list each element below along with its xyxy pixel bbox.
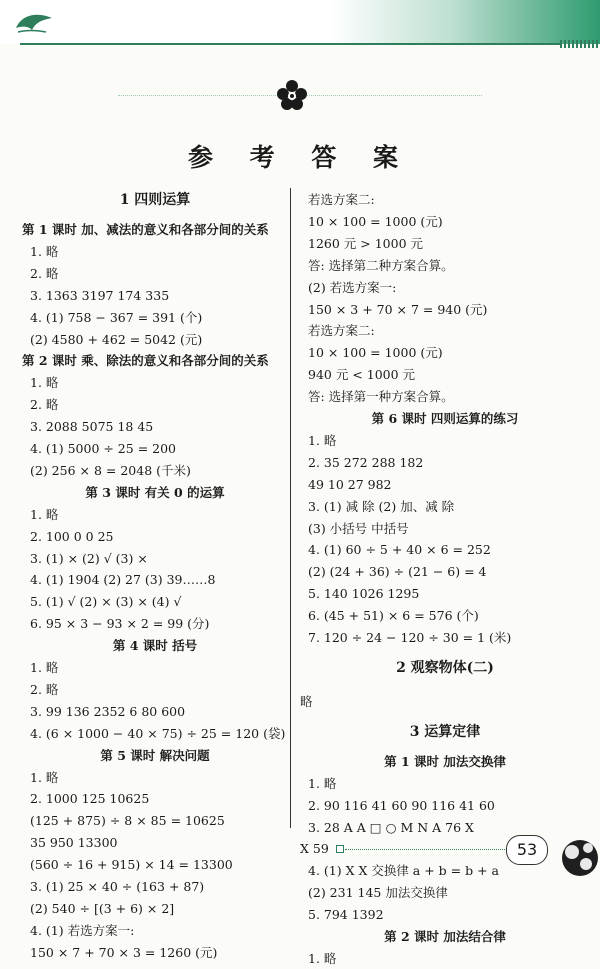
answer-line: 3. (1) 减 除 (2) 加、减 除	[308, 498, 455, 514]
answer-line: (2) 231 145 加法交换律	[308, 885, 448, 901]
answer-line: 4. (6 × 1000 − 40 × 75) ÷ 25 = 120 (袋)	[30, 725, 286, 741]
corner-flower-icon	[542, 824, 600, 877]
lesson-heading: 第 6 课时 四则运算的练习	[371, 411, 519, 426]
answer-line: 7. 120 ÷ 24 − 120 ÷ 30 = 1 (米)	[308, 630, 512, 645]
answer-line: 5. 140 1026 1295	[308, 586, 420, 602]
answer-line: 1. 略	[308, 950, 337, 966]
answer-line: (2) 540 ÷ [(3 + 6) × 2]	[30, 900, 175, 916]
page-title: 参 考 答 案	[187, 143, 413, 172]
answer-line: 3. 99 136 2352 6 80 600	[30, 703, 186, 719]
answer-line: 2. 35 272 288 182	[308, 454, 424, 470]
answer-line: 5. 794 1392	[308, 907, 384, 923]
answer-line: 35 950 13300	[30, 835, 118, 851]
answer-line: 3. 28 A A □ ○ M N A 76 X	[308, 819, 474, 835]
answer-line: 3. (1) 25 × 40 ÷ (163 + 87)	[30, 879, 205, 894]
answer-line: 3. (1) × (2) √ (3) ×	[30, 550, 148, 566]
answer-line: 6. 95 × 3 − 93 × 2 = 99 (分)	[30, 616, 210, 632]
flower-ornament-icon	[275, 78, 309, 112]
footer-rule	[345, 849, 505, 850]
lesson-heading: 第 2 课时 乘、除法的意义和各部分间的关系	[22, 353, 269, 369]
lesson-heading: 第 3 课时 有关 0 的运算	[85, 484, 225, 500]
page-number: 53	[506, 835, 548, 865]
header-hatch	[560, 40, 600, 48]
answer-line: 2. 90 116 41 60 90 116 41 60	[308, 797, 495, 813]
answer-line: 2. 略	[30, 681, 59, 697]
answer-line: 6. (45 + 51) × 6 = 576 (个)	[308, 608, 479, 624]
column-divider	[290, 188, 291, 828]
answer-line: (125 + 875) ÷ 8 × 85 = 10625	[30, 813, 225, 829]
answer-line: 答: 选择第一种方案合算。	[308, 389, 454, 405]
lesson-heading: 第 1 课时 加法交换律	[384, 753, 506, 769]
answer-line: 10 × 100 = 1000 (元)	[308, 345, 443, 361]
answer-line: 150 × 7 + 70 × 3 = 1260 (元)	[30, 944, 218, 960]
answer-line: 1. 略	[308, 775, 337, 791]
header-rule	[20, 43, 560, 45]
answer-line: 2. 略	[30, 397, 59, 413]
footer-square-icon	[336, 845, 344, 853]
section-heading: 2 观察物体(二)	[396, 659, 494, 676]
section-heading: 1 四则运算	[119, 192, 191, 208]
answer-line: (2) 若选方案一:	[308, 279, 397, 295]
answer-line: 答: 选择第二种方案合算。	[308, 257, 454, 273]
answer-line: 4. (1) 5000 ÷ 25 = 200	[30, 441, 176, 456]
header-band	[0, 0, 600, 44]
answer-line: (3) 小括号 中括号	[308, 520, 409, 536]
answer-line: 3. 1363 3197 174 335	[30, 287, 170, 303]
lesson-heading: 第 4 课时 括号	[112, 638, 198, 654]
lesson-heading: 第 2 课时 加法结合律	[384, 929, 506, 944]
leaf-logo-icon	[12, 8, 56, 34]
answer-line: 1. 略	[30, 660, 59, 675]
answer-line: 若选方案二:	[308, 192, 375, 207]
answer-line: 150 × 3 + 70 × 7 = 940 (元)	[308, 301, 488, 317]
answer-line: 1260 元 > 1000 元	[308, 235, 423, 251]
section-heading: 3 运算定律	[409, 723, 481, 740]
answer-line: 2. 1000 125 10625	[30, 791, 150, 807]
answer-line: 10 × 100 = 1000 (元)	[308, 213, 443, 229]
answer-line: 若选方案二:	[308, 323, 375, 339]
answer-line: (2) 4580 + 462 = 5042 (元)	[30, 331, 203, 347]
answer-line: 4. (1) 758 − 367 = 391 (个)	[30, 309, 203, 325]
lesson-heading: 第 5 课时 解决问题	[100, 747, 210, 763]
answer-line: 1. 略	[308, 432, 337, 448]
answer-line: 4. (1) 1904 (2) 27 (3) 39……8	[30, 572, 216, 588]
answer-line: 4. (1) 若选方案一:	[30, 922, 135, 938]
answer-line: X 59	[300, 841, 329, 857]
answer-line: 1. 略	[30, 506, 59, 522]
answer-line: 2. 100 0 0 25	[30, 528, 114, 544]
answer-line: 1. 略	[30, 243, 59, 259]
answer-line: 3. 2088 5075 18 45	[30, 419, 154, 435]
answer-line: 2. 略	[30, 265, 59, 281]
answer-line: 940 元 < 1000 元	[308, 367, 416, 383]
answer-line: 4. (1) 60 ÷ 5 + 40 × 6 = 252	[308, 542, 491, 558]
answer-line: 49 10 27 982	[308, 476, 392, 492]
answer-line: 5. (1) √ (2) × (3) × (4) √	[30, 594, 182, 610]
answer-line: 略	[300, 693, 313, 709]
answer-line: 1. 略	[30, 769, 59, 785]
answer-line: 4. (1) X X 交换律 a + b = b + a	[308, 863, 499, 879]
answer-line: (2) 256 × 8 = 2048 (千米)	[30, 462, 191, 478]
answer-line: (560 ÷ 16 + 915) × 14 = 13300	[30, 857, 233, 873]
answer-line: (2) (24 + 36) ÷ (21 − 6) = 4	[308, 564, 487, 580]
answer-line: 1. 略	[30, 375, 59, 391]
lesson-heading: 第 1 课时 加、减法的意义和各部分间的关系	[22, 222, 269, 237]
